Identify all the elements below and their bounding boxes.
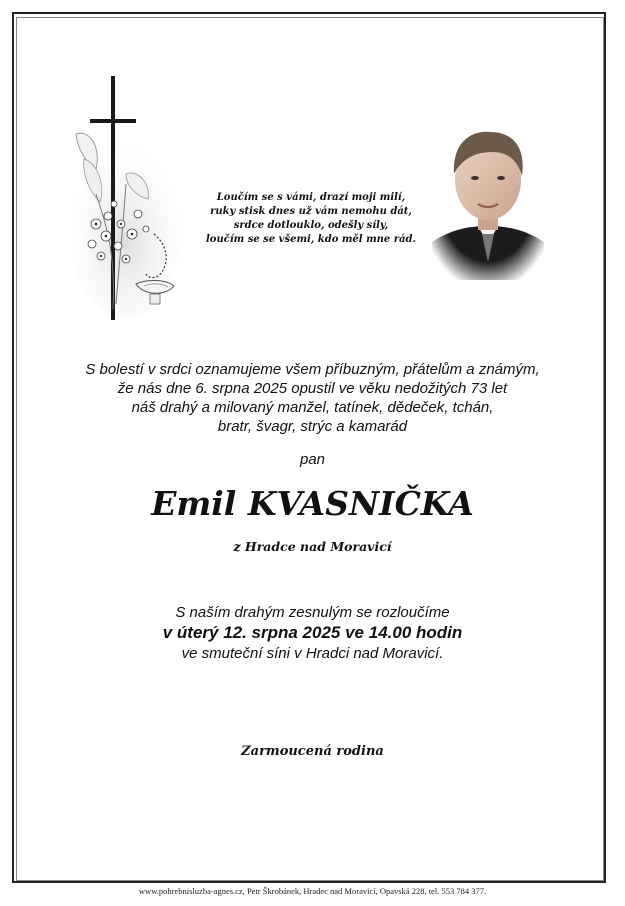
announcement-line: S bolestí v srdci oznamujeme všem příbuzným, přátelům a známým, <box>85 361 540 378</box>
footer-contact: www.pohrebnisluzba-agnes.cz, Petr Škrobánek, Hradec nad Moravicí, Opavská 228, tel. 553 784 377. <box>138 886 487 896</box>
death-announcement <box>60 360 565 436</box>
poem-line: ruky stisk dnes už vám nemohu dát, <box>210 206 412 217</box>
announcement-line: náš drahý a milovaný manžel, tatínek, dědeček, tchán, <box>131 399 494 416</box>
poem-line: loučím se se všemi, kdo měl mne rád. <box>206 234 416 245</box>
poem-line: Loučím se s vámi, drazí moji milí, <box>216 192 406 203</box>
announcement-line: že nás dne 6. srpna 2025 opustil ve věku nedožitých 73 let <box>117 380 508 397</box>
deceased-name: Emil KVASNIČKA <box>151 484 474 523</box>
funeral-intro: S naším drahým zesnulým se rozloučíme <box>175 604 450 621</box>
funeral-details <box>40 603 585 663</box>
cross-with-lilies-icon <box>66 74 186 322</box>
funeral-datetime: v úterý 12. srpna 2025 ve 14.00 hodin <box>162 623 463 642</box>
deceased-portrait-photo <box>432 122 544 280</box>
poem-line: srdce dotlouklo, odešly síly, <box>233 220 389 231</box>
funeral-place: ve smuteční síni v Hradci nad Moravicí. <box>181 645 444 662</box>
honorific: pan <box>299 451 326 468</box>
announcement-line: bratr, švagr, strýc a kamarád <box>217 418 408 435</box>
deceased-origin: z Hradce nad Moravicí <box>233 539 392 554</box>
signature: Zarmoucená rodina <box>241 744 384 759</box>
farewell-poem <box>200 191 422 247</box>
